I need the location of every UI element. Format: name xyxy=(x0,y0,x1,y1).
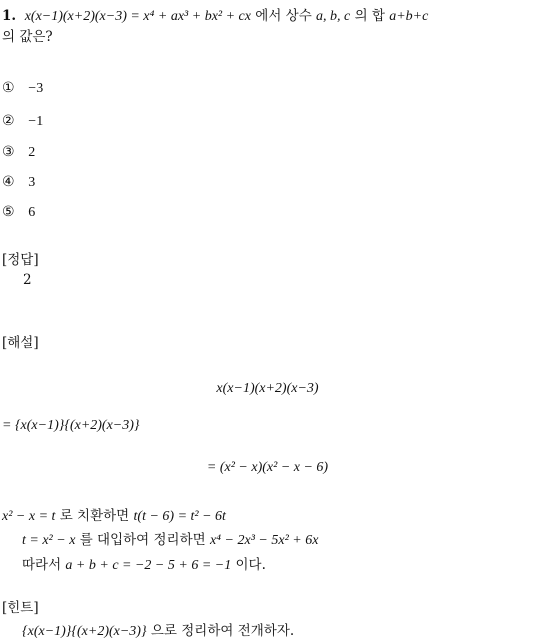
back-substitution-text: 를 대입하여 정리하면 xyxy=(79,532,206,548)
choice-1-mark: ① xyxy=(2,80,15,96)
substitution-expr: x² − x = t xyxy=(2,509,56,524)
choice-2-mark: ② xyxy=(2,113,15,129)
substitution-result: t(t − 6) = t² − 6t xyxy=(133,509,226,524)
choice-4-value: 3 xyxy=(28,175,36,190)
back-substitution-expr: t = x² − x xyxy=(22,533,76,548)
question-sum: a+b+c xyxy=(389,9,429,24)
choice-4[interactable] xyxy=(2,174,35,191)
hint-text: 으로 정리하여 전개하자. xyxy=(150,623,295,639)
choice-5[interactable] xyxy=(2,204,35,221)
conclusion-expr: a + b + c = −2 − 5 + 6 = −1 xyxy=(65,558,232,573)
explanation-line-1: x(x−1)(x+2)(x−3) xyxy=(216,381,319,396)
answer-label: [정답] xyxy=(2,252,39,268)
question-vars: a, b, c xyxy=(316,9,351,24)
question-number: 1. xyxy=(2,8,17,24)
question-line-1 xyxy=(2,4,428,25)
question-text-1: 에서 상수 xyxy=(255,8,312,24)
choice-1-value: −3 xyxy=(28,81,44,96)
question-text-2: 의 합 xyxy=(354,8,385,24)
choice-2[interactable] xyxy=(2,113,43,130)
conclusion-prefix: 따라서 xyxy=(22,557,62,573)
expanded-polynomial: x⁴ − 2x³ − 5x² + 6x xyxy=(209,533,319,548)
choice-2-value: −1 xyxy=(28,114,44,129)
hint-label: [힌트] xyxy=(2,600,39,616)
explanation-line-3: = (x² − x)(x² − x − 6) xyxy=(206,460,329,475)
choice-5-mark: ⑤ xyxy=(2,204,15,220)
hint-expr: {x(x−1)}{(x+2)(x−3)} xyxy=(22,624,147,639)
explanation-line-2: = {x(x−1)}{(x+2)(x−3)} xyxy=(2,418,140,433)
hint-line xyxy=(22,619,294,640)
explanation-line-6 xyxy=(22,553,266,574)
explanation-label: [해설] xyxy=(2,335,39,351)
answer-value: 2 xyxy=(23,272,32,288)
choice-3-value: 2 xyxy=(28,145,36,160)
question-line-2: 의 값은? xyxy=(2,29,53,45)
choice-5-value: 6 xyxy=(28,205,36,220)
choice-3[interactable] xyxy=(2,144,35,161)
explanation-line-4 xyxy=(2,504,226,525)
choice-1[interactable] xyxy=(2,80,43,97)
choice-3-mark: ③ xyxy=(2,144,15,160)
explanation-line-5 xyxy=(22,528,318,549)
question-equation: x(x−1)(x+2)(x−3) = x⁴ + ax³ + bx² + cx xyxy=(24,9,251,24)
conclusion-suffix: 이다. xyxy=(235,557,266,573)
substitution-text: 로 치환하면 xyxy=(59,508,130,524)
choice-4-mark: ④ xyxy=(2,174,15,190)
